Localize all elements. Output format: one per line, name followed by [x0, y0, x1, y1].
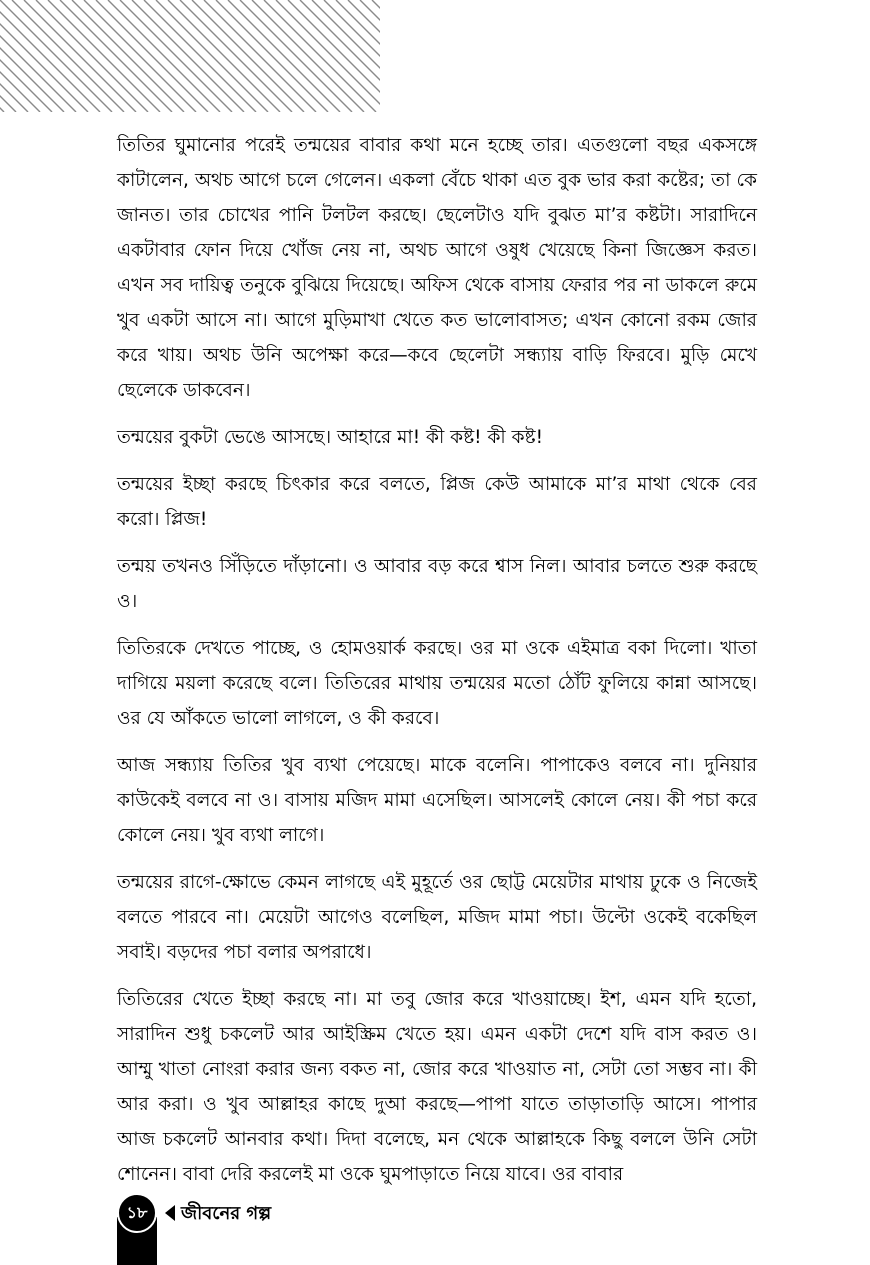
paragraph: আজ সন্ধ্যায় তিতির খুব ব্যথা পেয়েছে। মাকে বলেনি। পাপাকেও বলবে না। দুনিয়ার কাউকেই বলবে না ও। বাসায় মজিদ মামা এসেছিল। আসলেই কোলে নেয়। কী পচা করে কোলে নেয়। খুব ব্যথা লাগে। — [117, 755, 757, 846]
page-body — [117, 128, 757, 1204]
paragraph: তিতিরকে দেখতে পাচ্ছে, ও হোমওয়ার্ক করছে। ওর মা ওকে এইমাত্র বকা দিলো। খাতা দাগিয়ে ময়লা করেছে বলে। তিতিরের মাথায় তন্ময়ের মতো ঠোঁট ফুলিয়ে কান্না আসছে। ওর যে আঁকতে ভালো লাগলে, ও কী করবে। — [117, 638, 757, 729]
paragraph: তন্ময়ের রাগে-ক্ষোভে কেমন লাগছে এই মুহূর্তে ওর ছোট্ট মেয়েটার মাথায় ঢুকে ও নিজেই বলতে পারবে না। মেয়েটা আগেও বলেছিল, মজিদ মামা পচা। উল্টো ওকেই বকেছিল সবাই। বড়দের পচা বলার অপরাধে। — [117, 872, 757, 963]
paragraph: তন্ময়ের বুকটা ভেঙে আসছে। আহারে মা! কী কষ্ট! কী কষ্ট! — [117, 427, 544, 448]
hatch-line — [156, 0, 268, 112]
hatch-line — [288, 0, 380, 112]
paragraph: তিতিরের খেতে ইচ্ছা করছে না। মা তবু জোর করে খাওয়াচ্ছে। ইশ, এমন যদি হতো, সারাদিন শুধু চকলেট আর আইস্ক্রিম খেতে হয়। এমন একটা দেশে যদি বাস করত ও। আম্মু খাতা নোংরা করার জন্য বকত না, জোর করে খাওয়াত না, সেটা তো সম্ভব না। কী আর করা। ও খুব আল্লাহর কাছে দুআ করছে—পাপা যাতে তাড়াতাড়ি আসে। পাপার আজ চকলেট আনবার কথা। দিদা বলেছে, মন থেকে আল্লাহকে কিছু বললে উনি সেটা শোনেন। বাবা দেরি করলেই মা ওকে ঘুমপাড়াতে নিয়ে যাবে। ওর বাবার — [117, 989, 757, 1185]
page-footer — [117, 1193, 517, 1265]
hatch-line — [120, 0, 232, 112]
hatch-line — [108, 0, 220, 112]
hatch-line — [360, 0, 380, 112]
hatch-line — [0, 0, 4, 112]
hatch-line — [0, 0, 112, 112]
hatch-line — [312, 0, 380, 112]
paragraph: তন্ময়ের ইচ্ছা করছে চিৎকার করে বলতে, প্লিজ কেউ আমাকে মা’র মাথা থেকে বের করো। প্লিজ! — [117, 474, 757, 530]
hatch-line — [132, 0, 244, 112]
page-number: ১৮ — [117, 1193, 157, 1233]
book-title: জীবনের গল্প — [181, 1203, 272, 1224]
hatch-line — [228, 0, 340, 112]
arrow-left-icon — [165, 1205, 175, 1221]
hatch-line — [192, 0, 304, 112]
hatch-line — [144, 0, 256, 112]
hatch-line — [60, 0, 172, 112]
hatch-line — [180, 0, 292, 112]
hatch-line — [0, 0, 100, 112]
hatch-line — [96, 0, 208, 112]
hatch-line — [12, 0, 124, 112]
decorative-hatch-pattern — [0, 0, 380, 112]
hatch-line — [252, 0, 364, 112]
paragraph: তন্ময় তখনও সিঁড়িতে দাঁড়ানো। ও আবার বড় করে শ্বাস নিল। আবার চলতে শুরু করছে ও। — [117, 556, 757, 612]
hatch-line — [264, 0, 376, 112]
hatch-line — [168, 0, 280, 112]
hatch-line — [36, 0, 148, 112]
hatch-line — [240, 0, 352, 112]
paragraph: তিতির ঘুমানোর পরেই তন্ময়ের বাবার কথা মনে হচ্ছে তার। এতগুলো বছর একসঙ্গে কাটালেন, অথচ আগে চলে গেলেন। একলা বেঁচে থাকা এত বুক ভার করা কষ্টের; তা কে জানত। তার চোখের পানি টলটল করছে। ছেলেটাও যদি বুঝত মা’র কষ্টটা। সারাদিনে একটাবার ফোন দিয়ে খোঁজ নেয় না, অথচ আগে ওষুধ খেয়েছে কিনা জিজ্ঞেস করত। এখন সব দায়িত্ব তনুকে বুঝিয়ে দিয়েছে। অফিস থেকে বাসায় ফেরার পর না ডাকলে রুমে খুব একটা আসে না। আগে মুড়িমাখা খেতে কত ভালোবাসত; এখন কোনো রকম জোর করে খায়। অথচ উনি অপেক্ষা করে—কবে ছেলেটা সন্ধ্যায় বাড়ি ফিরবে। মুড়ি মেখে ছেলেকে ডাকবেন। — [117, 135, 757, 401]
hatch-line — [84, 0, 196, 112]
hatch-line — [336, 0, 380, 112]
hatch-line — [204, 0, 316, 112]
hatch-line — [24, 0, 136, 112]
hatch-line — [48, 0, 160, 112]
hatch-line — [216, 0, 328, 112]
hatch-line — [72, 0, 184, 112]
